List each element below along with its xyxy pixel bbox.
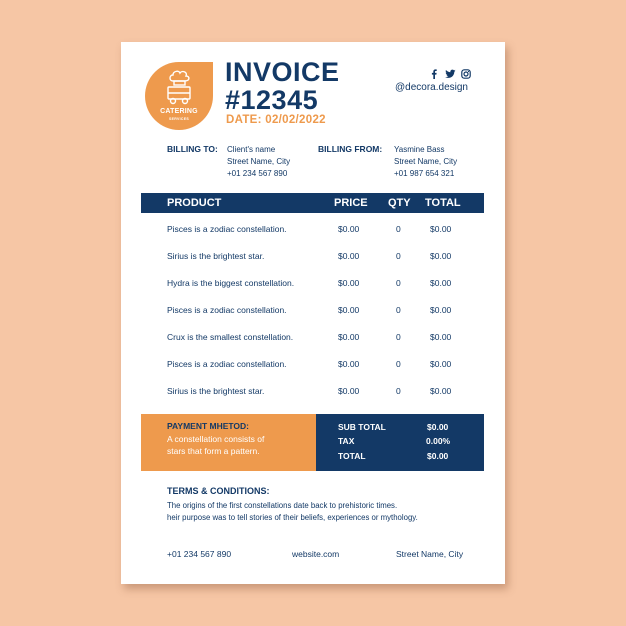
table-row (141, 332, 484, 344)
payment-method-description (167, 433, 297, 457)
billing-from-details (394, 144, 457, 180)
cell-qty: 0 (396, 386, 401, 396)
billing-to-phone: +01 234 567 890 (227, 169, 288, 178)
billing-to-name: Client's name (227, 145, 276, 154)
cell-total: $0.00 (430, 278, 452, 288)
payment-desc-line: stars that form a pattern. (167, 446, 260, 456)
column-header-product: PRODUCT (167, 197, 222, 209)
social-handle[interactable]: @decora.design (395, 82, 468, 93)
cell-product: Pisces is a zodiac constellation. (167, 224, 287, 234)
table-row (141, 278, 484, 290)
footer-address: Street Name, City (396, 549, 464, 559)
cell-price: $0.00 (338, 305, 360, 315)
cell-product: Sirius is the brightest star. (167, 386, 265, 396)
total-label: TOTAL (338, 451, 366, 461)
cell-price: $0.00 (338, 278, 360, 288)
social-links (429, 66, 471, 76)
facebook-icon[interactable] (429, 66, 439, 76)
catering-logo (145, 62, 213, 130)
logo-text: CATERING (160, 108, 198, 115)
table-row (141, 359, 484, 371)
cell-qty: 0 (396, 224, 401, 234)
cell-price: $0.00 (338, 359, 360, 369)
cell-product: Crux is the smallest constellation. (167, 332, 294, 342)
cell-total: $0.00 (430, 332, 452, 342)
column-header-total: TOTAL (425, 197, 461, 209)
column-header-qty: QTY (388, 197, 411, 209)
cell-product: Hydra is the biggest constellation. (167, 278, 295, 288)
table-row (141, 305, 484, 317)
cell-qty: 0 (396, 305, 401, 315)
table-row (141, 251, 484, 263)
subtotal-label: SUB TOTAL (338, 422, 386, 432)
tax-label: TAX (338, 436, 355, 446)
billing-from-name: Yasmine Bass (394, 145, 445, 154)
twitter-icon[interactable] (445, 66, 455, 76)
cell-total: $0.00 (430, 305, 452, 315)
logo-subtext: SERVICES (168, 117, 190, 121)
cell-product: Pisces is a zodiac constellation. (167, 305, 287, 315)
cell-qty: 0 (396, 278, 401, 288)
billing-from-label: BILLING FROM: (318, 144, 383, 154)
invoice-title-word: INVOICE (225, 57, 340, 87)
invoice-sheet (121, 42, 505, 584)
billing-to-details (227, 144, 290, 180)
billing-from-address: Street Name, City (394, 157, 458, 166)
cell-total: $0.00 (430, 359, 452, 369)
cell-price: $0.00 (338, 332, 360, 342)
billing-to-label: BILLING TO: (167, 144, 218, 154)
cell-total: $0.00 (430, 224, 452, 234)
table-row (141, 386, 484, 398)
table-header (141, 193, 484, 213)
cell-product: Sirius is the brightest star. (167, 251, 265, 261)
table-row (141, 224, 484, 236)
cell-qty: 0 (396, 359, 401, 369)
cell-product: Pisces is a zodiac constellation. (167, 359, 287, 369)
terms-title: TERMS & CONDITIONS: (167, 486, 270, 496)
invoice-date: DATE: 02/02/2022 (226, 114, 326, 126)
cell-price: $0.00 (338, 386, 360, 396)
terms-text (167, 500, 418, 524)
instagram-icon[interactable] (461, 66, 471, 76)
cell-total: $0.00 (430, 386, 452, 396)
cell-price: $0.00 (338, 251, 360, 261)
payment-method-title: PAYMENT MHETOD: (167, 421, 250, 431)
terms-line: heir purpose was to tell stories of their beliefs, experiences or mythology. (167, 513, 418, 522)
cell-qty: 0 (396, 251, 401, 261)
cell-qty: 0 (396, 332, 401, 342)
billing-to-address: Street Name, City (227, 157, 291, 166)
cell-total: $0.00 (430, 251, 452, 261)
billing-from-phone: +01 987 654 321 (394, 169, 455, 178)
payment-method-box (141, 414, 316, 471)
chef-truck-icon (164, 69, 194, 107)
invoice-number: #12345 (225, 85, 319, 115)
totals-box (316, 414, 484, 471)
cell-price: $0.00 (338, 224, 360, 234)
payment-desc-line: A constellation consists of (167, 434, 265, 444)
column-header-price: PRICE (334, 197, 368, 209)
terms-line: The origins of the first constellations date back to prehistoric times. (167, 501, 398, 510)
footer-website[interactable]: website.com (292, 549, 340, 559)
total-value: $0.00 (427, 451, 449, 461)
invoice-title (225, 58, 340, 114)
footer-phone: +01 234 567 890 (167, 549, 232, 559)
tax-value: 0.00% (426, 436, 451, 446)
subtotal-value: $0.00 (427, 422, 449, 432)
